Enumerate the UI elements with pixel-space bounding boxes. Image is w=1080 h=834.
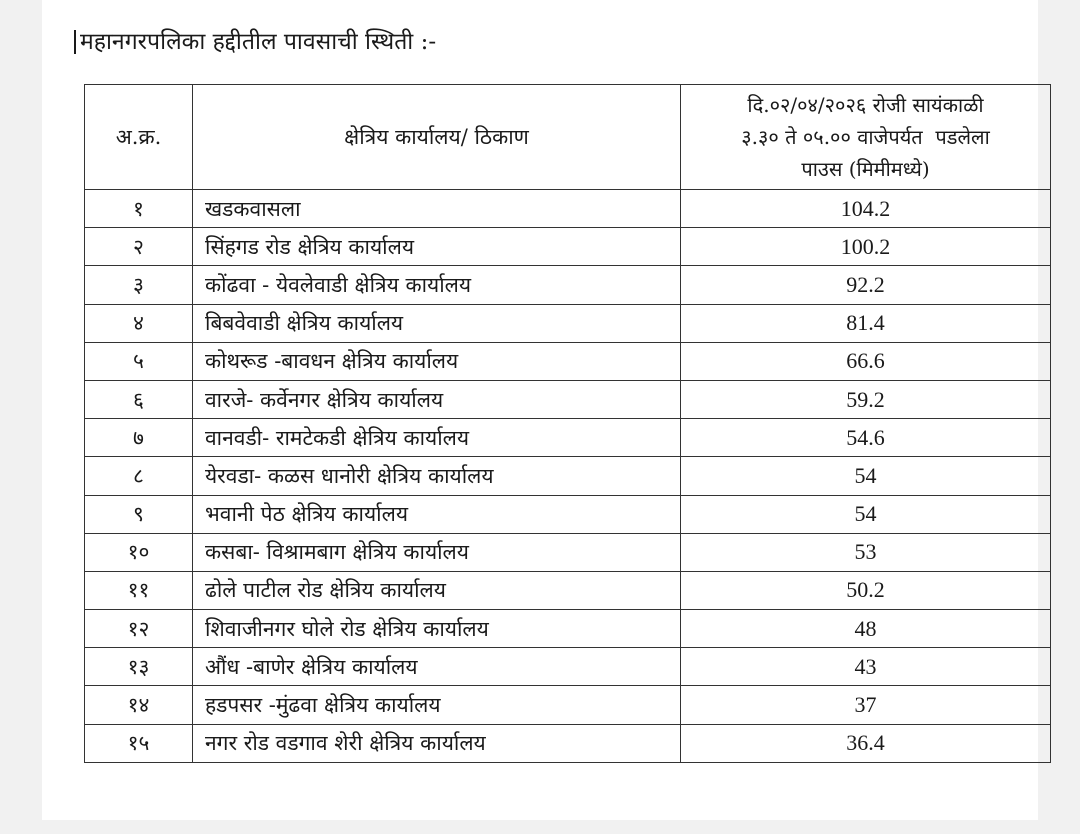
header-rainfall-line-1: दि.०२/०४/२०२६ रोजी सायंकाळी [747,93,984,117]
rainfall-cell: 53 [681,533,1051,571]
header-serial: अ.क्र. [85,85,193,190]
serial-cell: ४ [85,304,193,342]
office-cell: औंध -बाणेर क्षेत्रिय कार्यालय [193,648,681,686]
table-row [85,571,1051,609]
rainfall-cell: 81.4 [681,304,1051,342]
serial-cell: ६ [85,380,193,418]
office-cell: भवानी पेठ क्षेत्रिय कार्यालय [193,495,681,533]
rainfall-cell: 92.2 [681,266,1051,304]
serial-cell: ७ [85,419,193,457]
table-row [85,342,1051,380]
heading-mark [74,30,76,54]
office-cell: बिबवेवाडी क्षेत्रिय कार्यालय [193,304,681,342]
rainfall-cell: 59.2 [681,380,1051,418]
rainfall-cell: 54.6 [681,419,1051,457]
table-header-row [85,85,1051,190]
document-page [42,0,1038,820]
office-cell: येरवडा- कळस धानोरी क्षेत्रिय कार्यालय [193,457,681,495]
table-row [85,495,1051,533]
serial-cell: २ [85,228,193,266]
rainfall-cell: 48 [681,610,1051,648]
office-cell: शिवाजीनगर घोले रोड क्षेत्रिय कार्यालय [193,610,681,648]
office-cell: कोथरूड -बावधन क्षेत्रिय कार्यालय [193,342,681,380]
table-body [85,190,1051,763]
serial-cell: १० [85,533,193,571]
rainfall-cell: 66.6 [681,342,1051,380]
serial-cell: ८ [85,457,193,495]
table-row [85,228,1051,266]
table-row [85,533,1051,571]
serial-cell: १२ [85,610,193,648]
table-row [85,419,1051,457]
office-cell: नगर रोड वडगाव शेरी क्षेत्रिय कार्यालय [193,724,681,762]
serial-cell: १४ [85,686,193,724]
office-cell: खडकवासला [193,190,681,228]
serial-cell: १३ [85,648,193,686]
table-row [85,266,1051,304]
rainfall-cell: 36.4 [681,724,1051,762]
header-rainfall-line-3: पाउस (मिमीमध्ये) [801,157,930,181]
table-row [85,610,1051,648]
office-cell: सिंहगड रोड क्षेत्रिय कार्यालय [193,228,681,266]
rainfall-cell: 104.2 [681,190,1051,228]
serial-cell: ९ [85,495,193,533]
office-cell: वारजे- कर्वेनगर क्षेत्रिय कार्यालय [193,380,681,418]
office-cell: कसबा- विश्रामबाग क्षेत्रिय कार्यालय [193,533,681,571]
serial-cell: १५ [85,724,193,762]
office-cell: हडपसर -मुंढवा क्षेत्रिय कार्यालय [193,686,681,724]
serial-cell: ५ [85,342,193,380]
rainfall-cell: 100.2 [681,228,1051,266]
table-row [85,457,1051,495]
heading-text: महानगरपलिका हद्दीतील पावसाची स्थिती :- [80,29,437,55]
table-row [85,648,1051,686]
rainfall-cell: 54 [681,495,1051,533]
header-office: क्षेत्रिय कार्यालय/ ठिकाण [193,85,681,190]
header-rainfall [681,85,1051,190]
rainfall-cell: 37 [681,686,1051,724]
rainfall-cell: 54 [681,457,1051,495]
serial-cell: १ [85,190,193,228]
table-row [85,724,1051,762]
table-row [85,686,1051,724]
serial-cell: ११ [85,571,193,609]
serial-cell: ३ [85,266,193,304]
office-cell: कोंढवा - येवलेवाडी क्षेत्रिय कार्यालय [193,266,681,304]
rainfall-cell: 50.2 [681,571,1051,609]
table-row [85,380,1051,418]
office-cell: ढोले पाटील रोड क्षेत्रिय कार्यालय [193,571,681,609]
rainfall-table [84,84,1051,763]
office-cell: वानवडी- रामटेकडी क्षेत्रिय कार्यालय [193,419,681,457]
page-heading [80,26,436,58]
table-row [85,190,1051,228]
header-rainfall-line-2: ३.३० ते ०५.०० वाजेपर्यत पडलेला [741,125,990,149]
rainfall-cell: 43 [681,648,1051,686]
table-row [85,304,1051,342]
